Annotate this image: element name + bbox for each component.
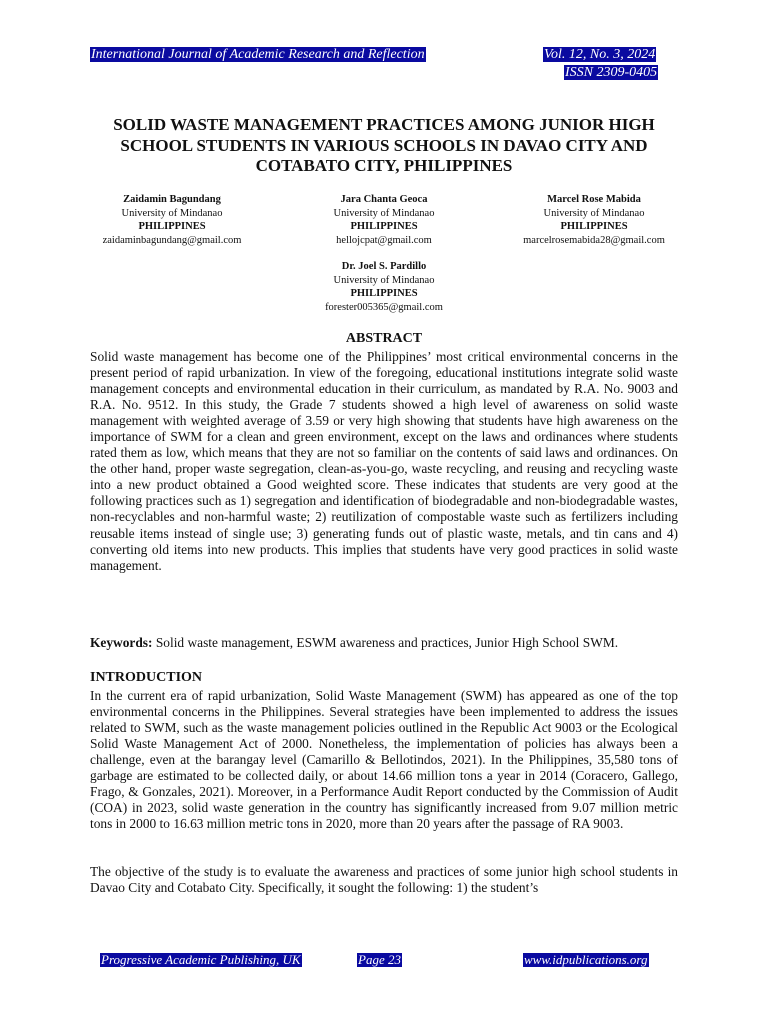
journal-name: International Journal of Academic Research and Reflection	[91, 47, 425, 62]
footer-page-number: Page 23	[358, 952, 401, 967]
introduction-paragraph: In the current era of rapid urbanization, Solid Waste Management (SWM) has appeared as one of the top environmental concerns in the Philippines. Several strategies have been implemented to address the issues related to SWM, such as the waste management policies outlined in the Republic Act 9003 or the Ecological Solid Waste Management Act of 2000. Nonetheless, the implementation of policies has always been a challenge, even at the barangay level (Camarillo & Bellotindos, 2021). In the Philippines, 35,580 tons of garbage are estimated to be collected daily, or about 14.66 million tons a year in 2014 (Coracero, Gallego, Frago, & Gonzales, 2021). Moreover, in a Performance Audit Report conducted by the Commission of Audit (COA) in 2023, solid waste generation in the country has significantly increased from 9.07 million metric tons in 2000 to 16.63 million metric tons in 2020, more than 20 years after the passage of RA 9003.	[90, 688, 678, 832]
introduction-paragraph: The objective of the study is to evaluate the awareness and practices of some junior high school students in Davao City and Cotabato City. Specifically, it sought the following: 1) the student’s	[90, 864, 678, 896]
author-country: PHILIPPINES	[560, 221, 628, 232]
author-country: PHILIPPINES	[138, 221, 206, 232]
author-block	[284, 193, 484, 247]
footer-website[interactable]: www.idpublications.org	[524, 952, 648, 967]
author-country: PHILIPPINES	[350, 288, 418, 299]
abstract-heading: ABSTRACT	[345, 331, 423, 346]
abstract-text: Solid waste management has become one of the Philippines’ most critical environmental concerns in the present period of rapid urbanization. In view of the foregoing, educational institutions integrate solid waste management concepts and environmental education in their curriculum, as mandated by R.A. No. 9003 and R.A. No. 9512. In this study, the Grade 7 students showed a high level of awareness on solid waste management with weighted average of 3.59 or very high showing that students have high awareness on the importance of SWM for a clean and green environment, except on the laws and ordinances where students rated them as low, which means that they are not so familiar on the contents of said laws and ordinances. On the other hand, proper waste segregation, clean-as-you-go, waste recycling, and reusing and recycling waste into a new product obtained a Good weighted score. These indicates that students are very good at the following practices such as 1) segregation and identification of biodegradable and non-biodegradable wastes, non-recyclables and non-harmful waste; 2) reutilization of compostable waste such as fertilizers including reusable items instead of single use; 3) generating funds out of plastic waste, metals, and tin cans and 4) converting old items into new products. This implies that students have very good practices in solid waste management.	[90, 349, 678, 573]
author-affiliation: University of Mindanao	[333, 207, 435, 219]
author-affiliation: University of Mindanao	[543, 207, 645, 219]
author-block	[72, 193, 272, 247]
author-email[interactable]: marcelrosemabida28@gmail.com	[523, 234, 665, 246]
author-name: Zaidamin Bagundang	[123, 194, 221, 205]
volume-info: Vol. 12, No. 3, 2024	[544, 47, 656, 62]
introduction-heading: INTRODUCTION	[90, 670, 203, 685]
author-email[interactable]: forester005365@gmail.com	[325, 301, 443, 313]
author-email[interactable]: hellojcpat@gmail.com	[336, 234, 432, 246]
author-name: Dr. Joel S. Pardillo	[341, 261, 427, 272]
author-block	[494, 193, 694, 247]
author-name: Marcel Rose Mabida	[547, 194, 641, 205]
keywords	[90, 635, 690, 651]
keywords-text: Solid waste management, ESWM awareness and practices, Junior High School SWM.	[155, 635, 619, 650]
issn: ISSN 2309-0405	[565, 65, 658, 80]
author-name: Jara Chanta Geoca	[340, 194, 428, 205]
paper-title: SOLID WASTE MANAGEMENT PRACTICES AMONG JUNIOR HIGH SCHOOL STUDENTS IN VARIOUS SCHOOLS IN DAVAO CITY AND COTABATO CITY, PHILIPPINES	[113, 115, 655, 175]
author-country: PHILIPPINES	[350, 221, 418, 232]
author-affiliation: University of Mindanao	[121, 207, 223, 219]
footer-publisher: Progressive Academic Publishing, UK	[101, 952, 301, 967]
keywords-label: Keywords:	[90, 635, 153, 650]
author-affiliation: University of Mindanao	[333, 274, 435, 286]
author-email[interactable]: zaidaminbagundang@gmail.com	[102, 234, 242, 246]
author-block	[284, 260, 484, 314]
